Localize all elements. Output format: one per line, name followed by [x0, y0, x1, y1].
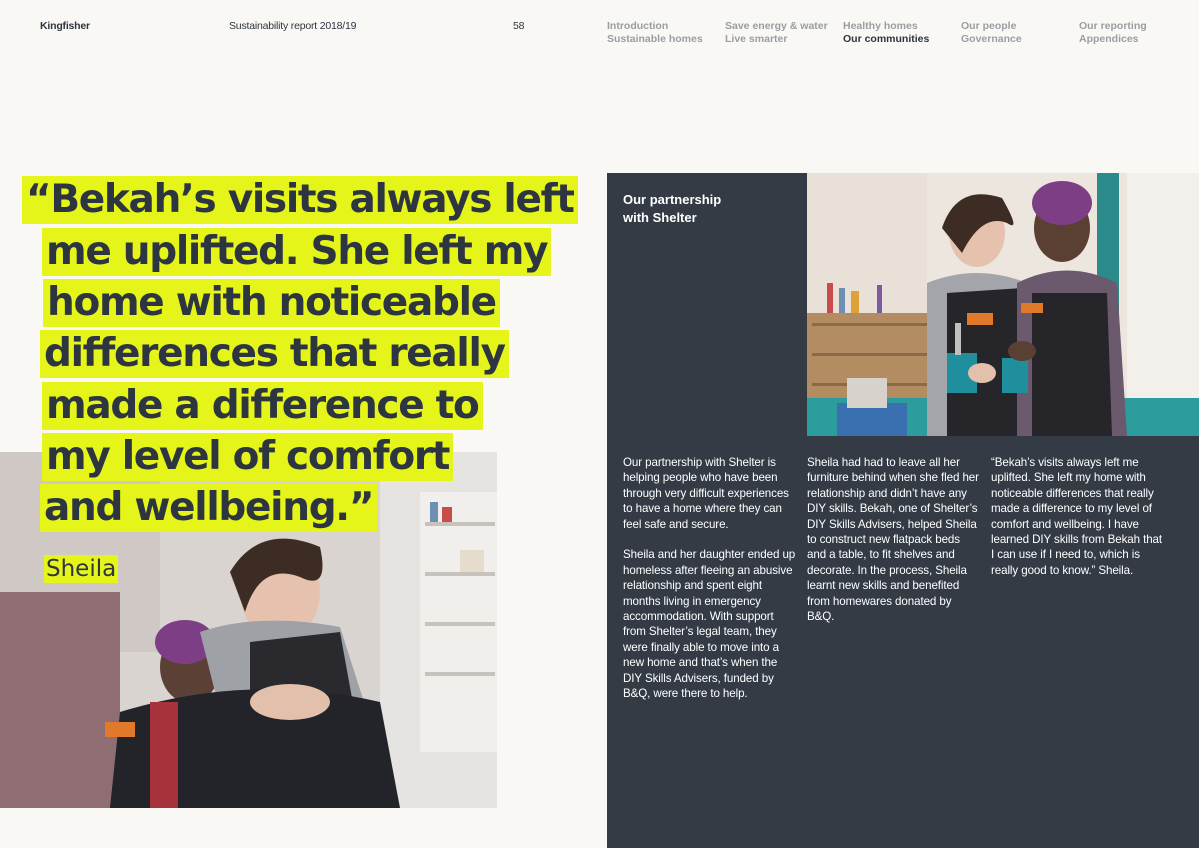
- nav-link-governance[interactable]: Governance: [961, 33, 1022, 45]
- nav-link-our-communities[interactable]: Our communities: [843, 33, 930, 45]
- quote-line: made a difference to: [42, 382, 483, 430]
- quote-line: differences that really: [40, 330, 509, 378]
- nav-link-save-energy-water[interactable]: Save energy & water: [725, 20, 828, 32]
- body-paragraph: Sheila had had to leave all her furniture behind when she fled her relationship and didn’t have any DIY skills. Bekah, one of Shelter’s DIY Skills Advisers, helped Sheila to construct new flatpack beds and a table, to fit shelves and decorate. In the process, Sheila learnt new skills and benefited from homewares donated by B&Q.: [807, 456, 979, 624]
- page-number: 58: [513, 20, 525, 32]
- body-paragraph: Sheila and her daughter ended up homeless after fleeing an abusive relationship and spent eight months living in emergency accommodation. With support from Shelter’s legal team, they were finally able to move into a new home and that’s when the DIY Skills Advisers, funded by B&Q, were there to help.: [623, 548, 796, 701]
- quote-line: my level of comfort: [42, 433, 453, 481]
- nav-group-5: [1079, 20, 1147, 46]
- nav-group-3: [843, 20, 929, 46]
- panel-title-line: with Shelter: [623, 210, 697, 225]
- quote-speaker: Sheila: [46, 556, 117, 582]
- nav-group-2: [725, 20, 828, 46]
- body-column-1: [623, 455, 798, 717]
- panel-title: [623, 191, 773, 227]
- nav-link-our-reporting[interactable]: Our reporting: [1079, 20, 1147, 32]
- quote-line: “Bekah’s visits always left: [22, 176, 578, 224]
- nav-link-introduction[interactable]: Introduction: [607, 20, 669, 32]
- brand-name: Kingfisher: [40, 20, 90, 32]
- panel-title-line: Our partnership: [623, 192, 722, 207]
- body-column-2: [807, 455, 979, 640]
- quote-line: home with noticeable: [43, 279, 500, 327]
- quote-line: me uplifted. She left my: [42, 228, 551, 276]
- partnership-panel: [607, 173, 1199, 848]
- nav-link-our-people[interactable]: Our people: [961, 20, 1017, 32]
- body-paragraph: “Bekah’s visits always left me uplifted. She left my home with noticeable differences that really made a difference to my level of comfort and wellbeing. I have learned DIY skills from Bekah that I can use if I need to, which is really good to know.” Sheila.: [991, 456, 1163, 577]
- nav-link-healthy-homes[interactable]: Healthy homes: [843, 20, 918, 32]
- nav-group-4: [961, 20, 1022, 46]
- photo-diy-drill-lesson: [807, 173, 1199, 436]
- quote-line: and wellbeing.”: [40, 484, 377, 532]
- nav-link-appendices[interactable]: Appendices: [1079, 33, 1139, 45]
- nav-link-live-smarter[interactable]: Live smarter: [725, 33, 788, 45]
- nav-group-1: [607, 20, 703, 46]
- report-title: Sustainability report 2018/19: [229, 20, 357, 32]
- nav-link-sustainable-homes[interactable]: Sustainable homes: [607, 33, 703, 45]
- body-paragraph: Our partnership with Shelter is helping people who have been through very difficult experiences to have a home where they can feel safe and secure.: [623, 456, 789, 531]
- body-column-3: [991, 455, 1166, 594]
